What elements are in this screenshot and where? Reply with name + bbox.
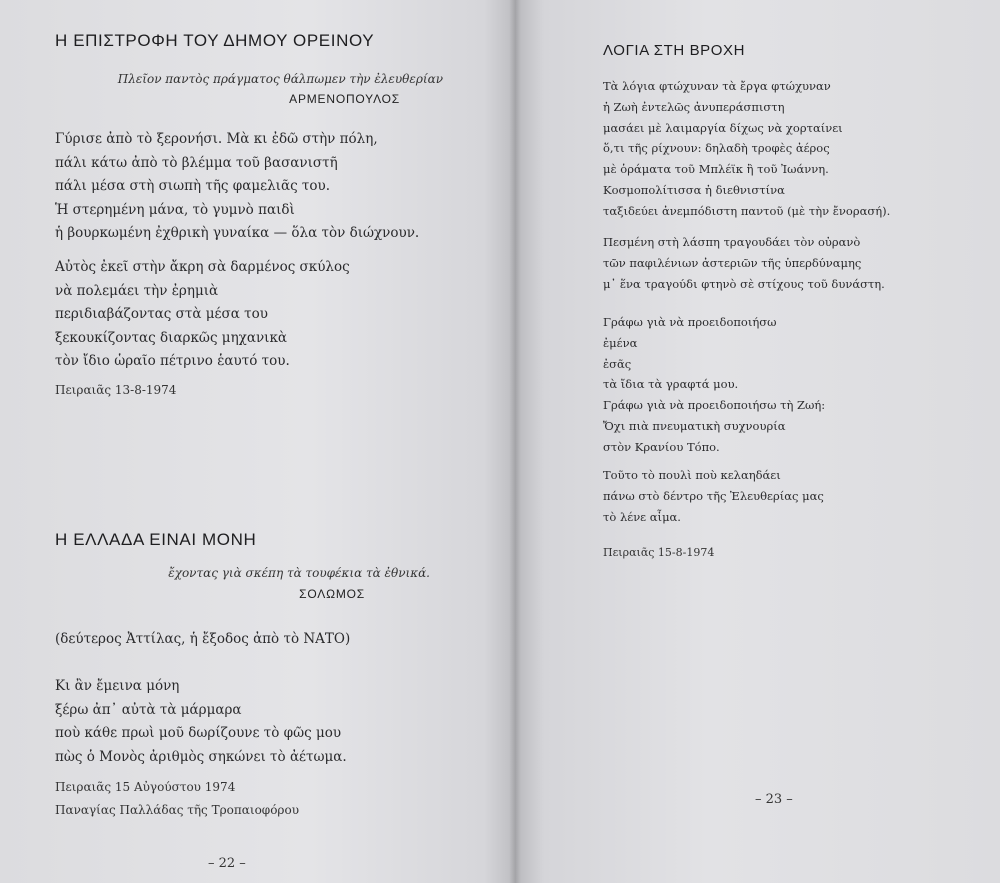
verse-line: ποὺ κάθε πρωὶ μοῦ δωρίζουνε τὸ φῶς μου bbox=[55, 725, 342, 741]
verse-line: περιδιαβάζοντας στὰ μέσα του bbox=[55, 306, 268, 322]
stanza bbox=[603, 312, 825, 458]
poem-subtitle: (δεύτερος Ἀττίλας, ἡ ἔξοδος ἀπὸ τὸ ΝΑΤΟ) bbox=[55, 631, 351, 647]
verse-line: νὰ πολεμάει τὴν ἐρημιὰ bbox=[55, 282, 219, 299]
verse-line: πάλι μέσα στὴ σιωπὴ τῆς φαμελιᾶς του. bbox=[55, 178, 331, 194]
poem-title: ΛΟΓΙΑ ΣΤΗ ΒΡΟΧΗ bbox=[603, 42, 746, 59]
poem-date: Πειραιᾶς 13-8-1974 bbox=[55, 383, 177, 397]
verse-line: Γύρισε ἀπὸ τὸ ξερονήσι. Μὰ κι ἐδῶ στὴν πόλη, bbox=[55, 131, 378, 147]
epigraph-author: ΑΡΜΕΝΟΠΟΥΛΟΣ bbox=[289, 92, 400, 106]
verse-line: ἐσᾶς bbox=[603, 356, 632, 371]
verse-line: ὅ,τι τῆς ρίχνουν: δηλαδὴ τροφὲς ἀέρος bbox=[603, 141, 830, 156]
verse-line: Γράφω γιὰ νὰ προειδοποιήσω τὴ Ζωή: bbox=[603, 398, 826, 413]
verse-line: ἡ βουρκωμένη ἐχθρικὴ γυναίκα — ὅλα τὸν διώχνουν. bbox=[55, 225, 420, 241]
right-page bbox=[515, 0, 1000, 883]
verse-line: τὰ ἴδια τὰ γραφτά μου. bbox=[603, 377, 739, 392]
verse-line: μασάει μὲ λαιμαργία δίχως νὰ χορταίνει bbox=[603, 120, 843, 135]
verse-line: τὸ λένε αἷμα. bbox=[603, 509, 681, 524]
verse-line: Τὰ λόγια φτώχυναν τὰ ἔργα φτώχυναν bbox=[603, 79, 831, 93]
stanza bbox=[55, 675, 347, 769]
stanza bbox=[55, 128, 419, 246]
verse-line: στὸν Κρανίου Τόπο. bbox=[603, 439, 720, 454]
verse-line: ἡ Ζωὴ ἐντελῶς ἀνυπεράσπιστη bbox=[603, 99, 785, 114]
verse-line: Κοσμοπολίτισσα ἡ διεθνιστίνα bbox=[603, 182, 785, 197]
verse-line: ἐμένα bbox=[603, 335, 638, 350]
page-number: – 22 – bbox=[208, 856, 246, 871]
poem-title: Η ΕΛΛΑΔΑ ΕΙΝΑΙ ΜΟΝΗ bbox=[55, 530, 257, 549]
verse-line: Γράφω γιὰ νὰ προειδοποιήσω bbox=[603, 315, 777, 329]
verse-line: μὲ ὁράματα τοῦ Μπλέϊκ ἢ τοῦ Ἰωάννη. bbox=[603, 162, 829, 177]
verse-line: ξεκουκίζοντας διαρκῶς μηχανικὰ bbox=[55, 329, 288, 346]
epigraph-author: ΣΟΛΩΜΟΣ bbox=[299, 587, 365, 601]
verse-line: Πεσμένη στὴ λάσπη τραγουδάει τὸν οὐρανὸ bbox=[603, 235, 861, 249]
stanza bbox=[603, 465, 824, 527]
verse-line: πὼς ὁ Μονὸς ἀριθμὸς σηκώνει τὸ ἀέτωμα. bbox=[55, 748, 347, 765]
poem-title: Η ΕΠΙΣΤΡΟΦΗ ΤΟΥ ΔΗΜΟΥ ΟΡΕΙΝΟΥ bbox=[55, 31, 375, 50]
verse-line: πάλι κάτω ἀπὸ τὸ βλέμμα τοῦ βασανιστῆ bbox=[55, 154, 338, 171]
verse-line: ξέρω ἀπ᾽ αὐτὰ τὰ μάρμαρα bbox=[55, 701, 242, 718]
poem-date: Πειραιᾶς 15-8-1974 bbox=[603, 546, 715, 559]
verse-line: τῶν παφιλένιων ἀστεριῶν τῆς ὑπερδύναμης bbox=[603, 255, 862, 270]
verse-line: Κι ἂν ἔμεινα μόνη bbox=[55, 678, 180, 694]
stanza bbox=[55, 256, 350, 374]
verse-line: Τοῦτο τὸ πουλὶ ποὺ κελαηδάει bbox=[603, 468, 781, 482]
poem-place: Παναγίας Παλλάδας τῆς Τροπαιοφόρου bbox=[55, 803, 299, 817]
stanza bbox=[603, 232, 885, 294]
page-number: – 23 – bbox=[755, 792, 793, 807]
verse-line: τὸν ἴδιο ὡραῖο πέτρινο ἑαυτό του. bbox=[55, 353, 290, 369]
verse-line: μ᾽ ἕνα τραγούδι φτηνὸ σὲ στίχους τοῦ δυνάστη. bbox=[603, 276, 885, 291]
poem-date: Πειραιᾶς 15 Αὐγούστου 1974 bbox=[55, 780, 236, 794]
verse-line: Ὄχι πιὰ πνευματικὴ συχνουρία bbox=[603, 418, 786, 433]
verse-line: Ἡ στερημένη μάνα, τὸ γυμνὸ παιδὶ bbox=[55, 201, 295, 218]
epigraph: ἔχοντας γιὰ σκέπη τὰ τουφέκια τὰ ἐθνικά. bbox=[168, 566, 430, 580]
verse-line: Αὐτὸς ἐκεῖ στὴν ἄκρη σὰ δαρμένος σκύλος bbox=[55, 259, 350, 275]
stanza bbox=[603, 76, 890, 222]
verse-line: πάνω στὸ δέντρο τῆς Ἐλευθερίας μας bbox=[603, 488, 824, 503]
verse-line: ταξιδεύει ἀνεμπόδιστη παντοῦ (μὲ τὴν ἔνορασή). bbox=[603, 203, 891, 218]
book-gutter bbox=[509, 0, 521, 883]
epigraph: Πλεῖον παντὸς πράγματος θάλπωμεν τὴν ἐλευθερίαν bbox=[117, 72, 443, 86]
